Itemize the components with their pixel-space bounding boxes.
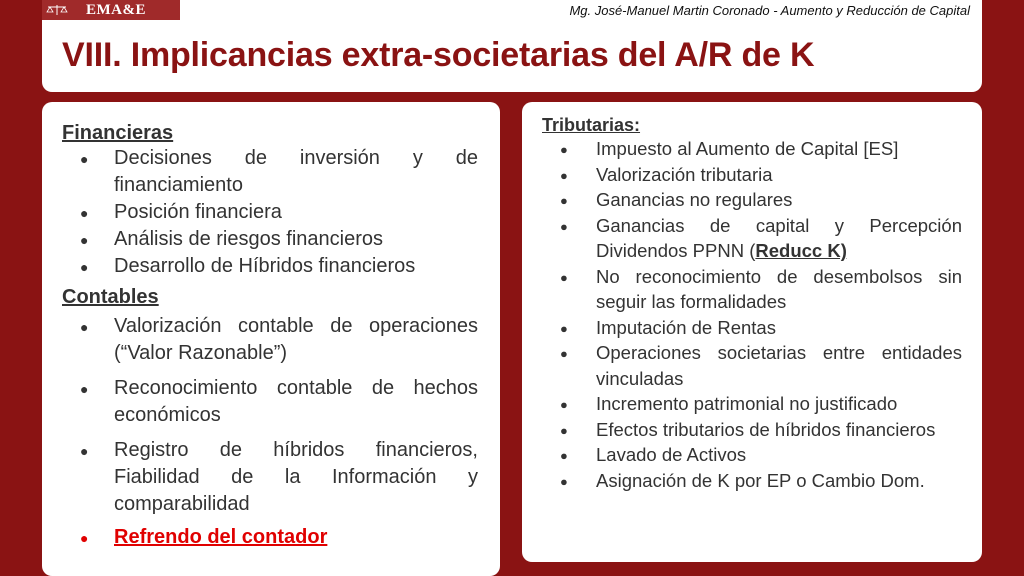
logo — [42, 0, 180, 20]
list-item: ● Valorización contable de operaciones (“Valor Razonable”) — [80, 315, 478, 364]
list-item: ● Ganancias de capital y Percepción Dividendos PPNN (Reducc K) — [560, 214, 962, 261]
bullet-icon: ● — [80, 530, 89, 546]
bullet-icon: ● — [80, 232, 89, 248]
list-item: ● Valorización tributaria — [522, 162, 982, 188]
tributarias-list — [522, 136, 982, 493]
author-line: Mg. José-Manuel Martin Coronado - Aumento y Reducción de Capital — [569, 3, 970, 18]
bullet-icon: ● — [80, 381, 89, 397]
section-heading-contables: Contables — [62, 286, 159, 308]
list-item: ● Decisiones de inversión y de financiamiento — [80, 147, 478, 196]
list-item: ● Posición financiera — [42, 199, 500, 226]
bullet-icon: ● — [560, 473, 568, 489]
bullet-icon: ● — [560, 193, 568, 208]
list-item-refrendo: ● Refrendo del contador — [42, 524, 500, 551]
list-item: ● Incremento patrimonial no justificado — [522, 391, 982, 417]
bullet-icon: ● — [560, 218, 568, 234]
list-item: ● Lavado de Activos — [522, 442, 982, 468]
list-item: ● No reconocimiento de desembolsos sin seguir las formalidades — [560, 265, 962, 312]
bullet-icon: ● — [560, 320, 568, 336]
bullet-icon: ● — [560, 397, 568, 412]
section-heading-tributarias: Tributarias: — [542, 115, 641, 135]
list-item: ● Asignación de K por EP o Cambio Dom. — [522, 468, 982, 494]
reducc-k-emphasis: Reducc K) — [755, 240, 847, 261]
list-item: ● Operaciones societarias entre entidades vinculadas — [560, 342, 962, 389]
list-item: ● Imputación de Rentas — [522, 315, 982, 341]
bullet-icon: ● — [560, 448, 568, 463]
list-item: ● Desarrollo de Híbridos financieros — [42, 253, 500, 280]
bullet-icon: ● — [560, 167, 568, 183]
logo-text: EMA&E — [86, 1, 146, 18]
section-heading-financieras: Financieras — [62, 122, 174, 144]
bullet-icon: ● — [80, 205, 89, 221]
list-item: ● Ganancias no regulares — [522, 187, 982, 213]
bullet-icon: ● — [80, 151, 89, 167]
left-card — [42, 102, 500, 576]
bullet-icon: ● — [80, 319, 89, 335]
slide-title: VIII. Implicancias extra-societarias del A/R de K — [62, 36, 815, 74]
bullet-icon: ● — [80, 443, 89, 459]
list-item: ● Efectos tributarios de híbridos financieros — [522, 417, 982, 443]
bullet-icon: ● — [560, 346, 568, 361]
right-card — [522, 102, 982, 562]
bullet-icon: ● — [560, 142, 568, 157]
bullet-icon: ● — [80, 259, 89, 275]
list-item: ● Impuesto al Aumento de Capital [ES] — [522, 136, 982, 162]
bullet-icon: ● — [560, 422, 568, 438]
list-item: ● Análisis de riesgos financieros — [42, 226, 500, 253]
financieras-list — [42, 145, 500, 280]
list-item: ● Reconocimiento contable de hechos económicos — [80, 377, 478, 426]
bullet-icon: ● — [560, 269, 568, 285]
header-bar — [42, 0, 982, 92]
contables-list — [42, 313, 500, 551]
list-item: ● Registro de híbridos financieros, Fiabilidad de la Información y comparabilidad — [80, 439, 478, 515]
scales-icon — [46, 4, 68, 16]
